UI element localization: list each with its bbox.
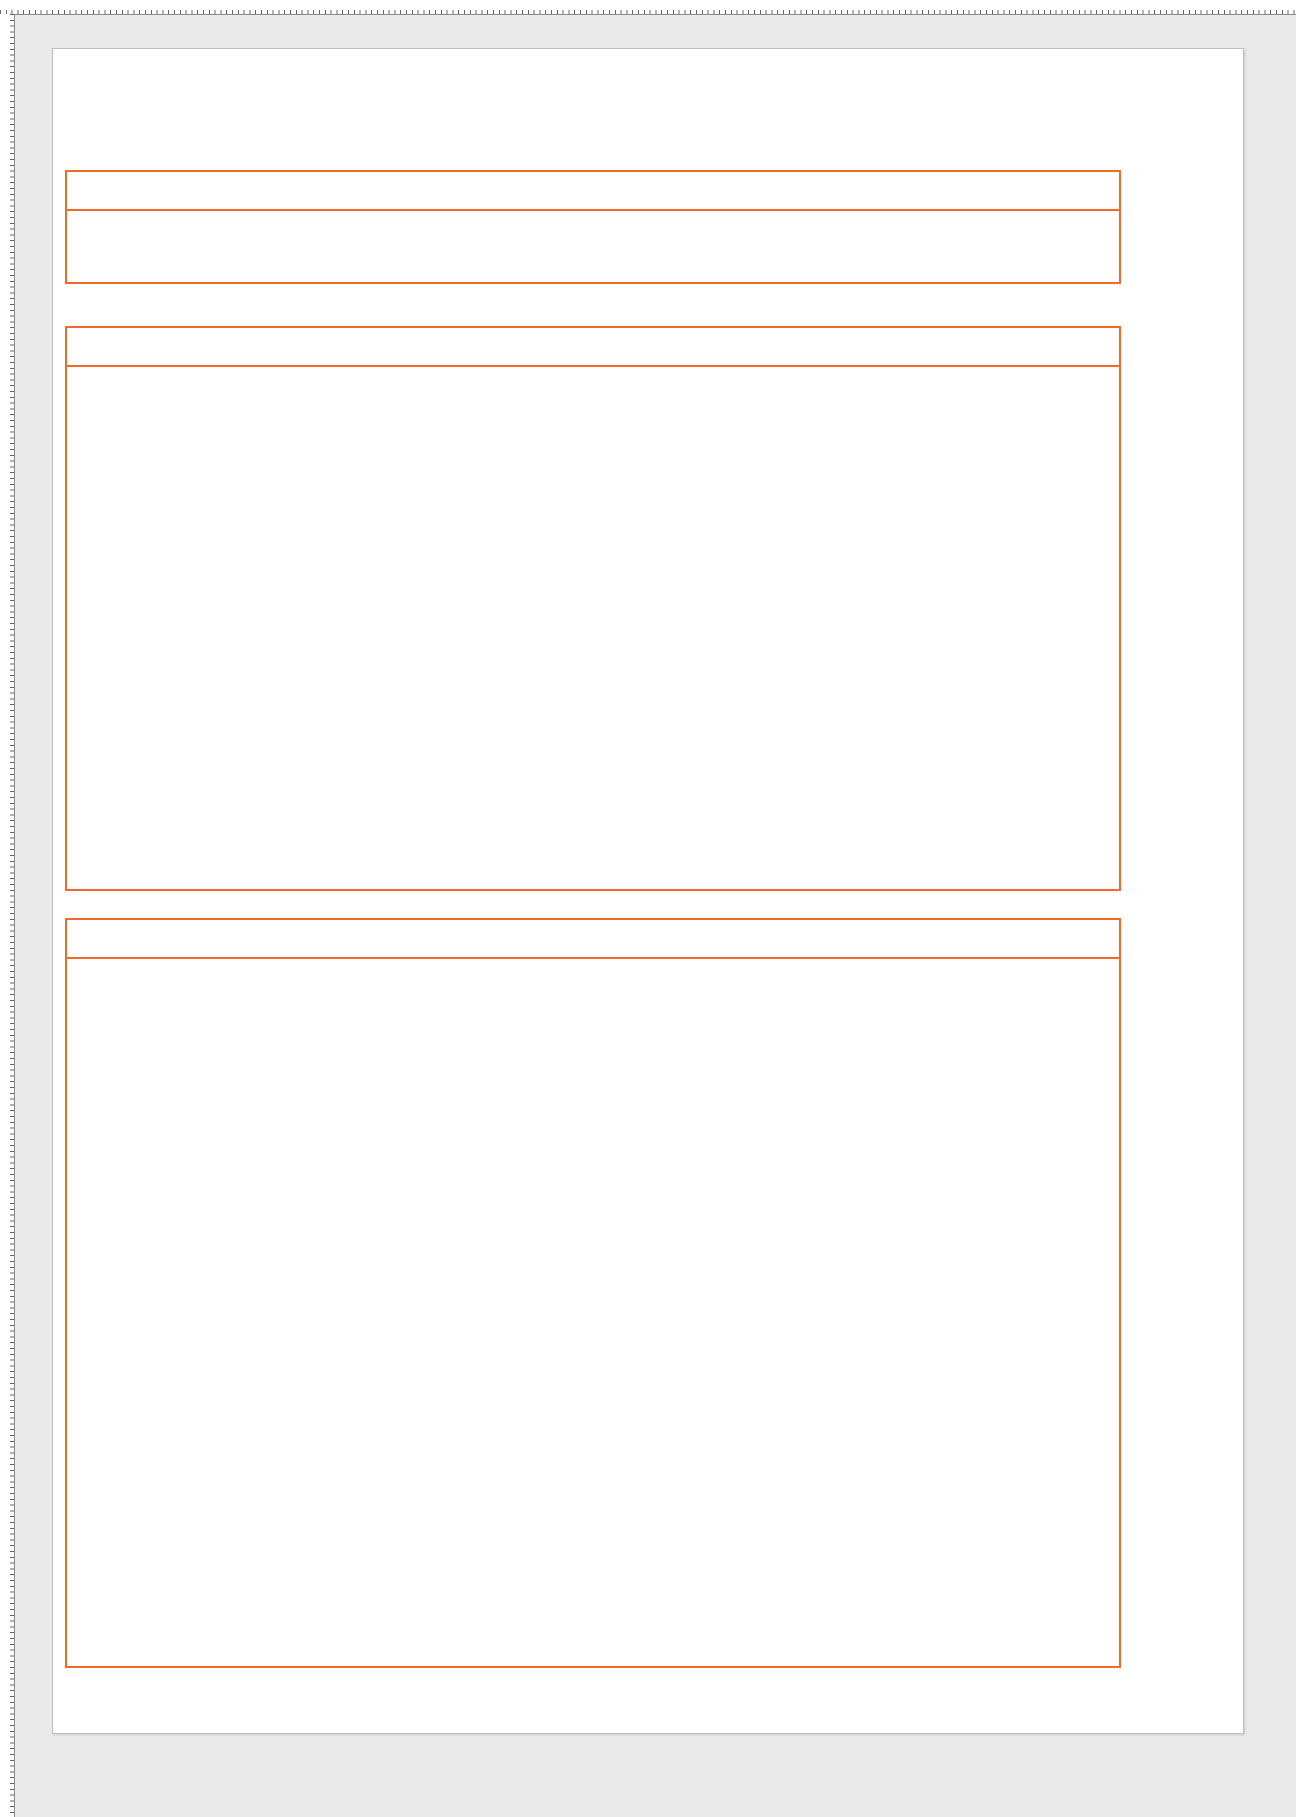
article-29-box xyxy=(65,918,1121,1668)
article-29-header xyxy=(67,920,1119,959)
horizontal-ruler xyxy=(0,0,1296,15)
vertical-ruler xyxy=(0,14,15,1817)
article-21-box xyxy=(65,326,1121,891)
article-21-header xyxy=(67,328,1119,367)
article-2-box xyxy=(65,170,1121,284)
article-2-header xyxy=(67,172,1119,211)
